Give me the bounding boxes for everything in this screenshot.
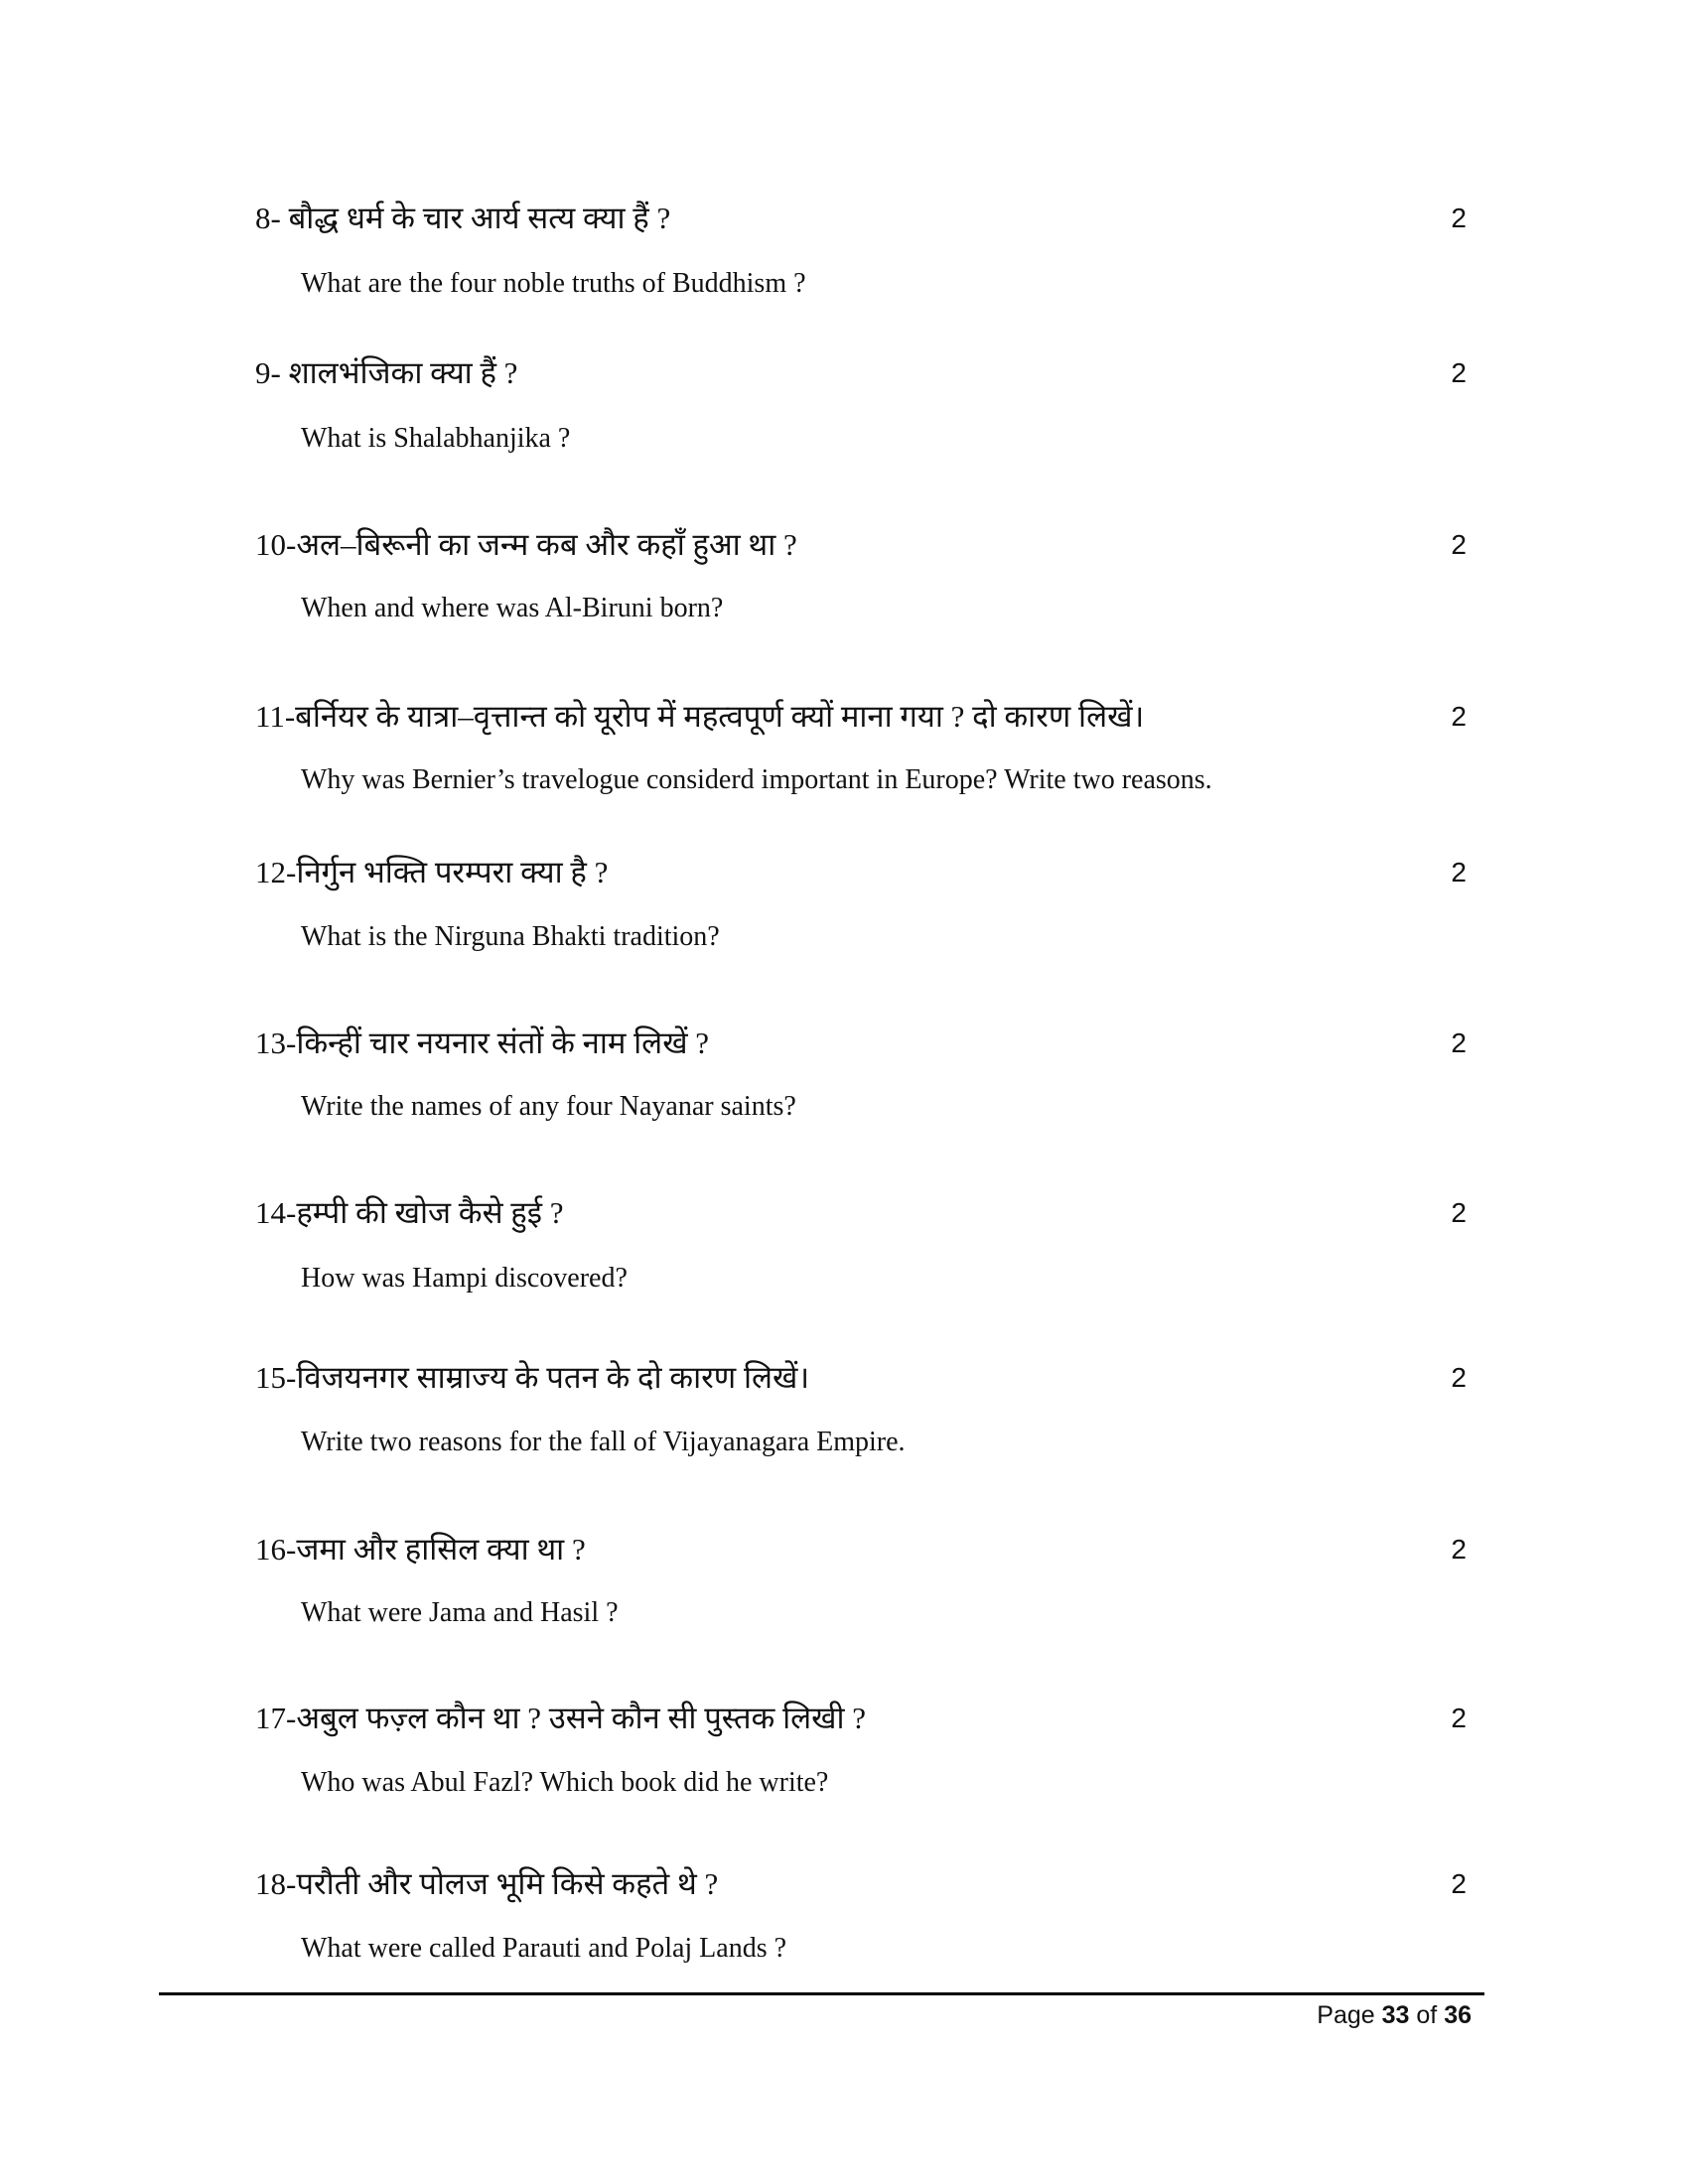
question-hindi: 18-परौती और पोलज भूमि किसे कहते थे ? bbox=[255, 1866, 719, 1901]
question-marks: 2 bbox=[1451, 1027, 1467, 1058]
question-hindi: 9- शालभंजिका क्या हैं ? bbox=[255, 355, 518, 390]
question-hindi: 10-अल–बिरूनी का जन्म कब और कहाँ हुआ था ? bbox=[255, 527, 797, 562]
question-english: How was Hampi discovered? bbox=[301, 1263, 628, 1294]
question-english: Write the names of any four Nayanar saints? bbox=[301, 1091, 796, 1122]
question-marks: 2 bbox=[1451, 701, 1467, 732]
question-english: What is Shalabhanjika ? bbox=[301, 423, 571, 454]
question-marks: 2 bbox=[1451, 857, 1467, 887]
question-english: What is the Nirguna Bhakti tradition? bbox=[301, 921, 720, 952]
question-hindi: 11-बर्नियर के यात्रा–वृत्तान्त को यूरोप में महत्वपूर्ण क्यों माना गया ? दो कारण लिखें। bbox=[255, 699, 1145, 734]
question-marks: 2 bbox=[1451, 357, 1467, 388]
page-number bbox=[1317, 2001, 1472, 2030]
question-english: Write two reasons for the fall of Vijayanagara Empire. bbox=[301, 1427, 906, 1457]
question-english: Why was Bernier’s travelogue considerd important in Europe? Write two reasons. bbox=[301, 764, 1212, 795]
page-label: Page bbox=[1317, 2001, 1375, 2029]
of-label: of bbox=[1416, 2001, 1438, 2029]
question-english: What were called Parauti and Polaj Lands ? bbox=[301, 1933, 787, 1964]
question-hindi: 8- बौद्ध धर्म के चार आर्य सत्य क्या हैं ? bbox=[255, 201, 671, 235]
question-hindi: 12-निर्गुन भक्ति परम्परा क्या है ? bbox=[255, 855, 609, 889]
page-total: 36 bbox=[1444, 2001, 1472, 2029]
question-marks: 2 bbox=[1451, 203, 1467, 233]
question-marks: 2 bbox=[1451, 1868, 1467, 1899]
question-english: What are the four noble truths of Buddhism ? bbox=[301, 268, 806, 299]
question-english: When and where was Al-Biruni born? bbox=[301, 593, 724, 623]
question-hindi: 15-विजयनगर साम्राज्य के पतन के दो कारण लिखें। bbox=[255, 1360, 810, 1395]
question-hindi: 14-हम्पी की खोज कैसे हुई ? bbox=[255, 1195, 564, 1230]
question-marks: 2 bbox=[1451, 529, 1467, 560]
question-english: Who was Abul Fazl? Which book did he write? bbox=[301, 1767, 829, 1798]
footer-rule bbox=[159, 1992, 1484, 1995]
question-marks: 2 bbox=[1451, 1197, 1467, 1228]
question-hindi: 17-अबुल फज़्ल कौन था ? उसने कौन सी पुस्तक लिखी ? bbox=[255, 1701, 867, 1735]
page-current: 33 bbox=[1381, 2001, 1410, 2029]
question-english: What were Jama and Hasil ? bbox=[301, 1597, 619, 1628]
question-marks: 2 bbox=[1451, 1703, 1467, 1733]
question-hindi: 16-जमा और हासिल क्या था ? bbox=[255, 1532, 586, 1567]
question-marks: 2 bbox=[1451, 1362, 1467, 1393]
question-marks: 2 bbox=[1451, 1534, 1467, 1565]
question-hindi: 13-किन्हीं चार नयनार संतों के नाम लिखें ? bbox=[255, 1025, 710, 1060]
